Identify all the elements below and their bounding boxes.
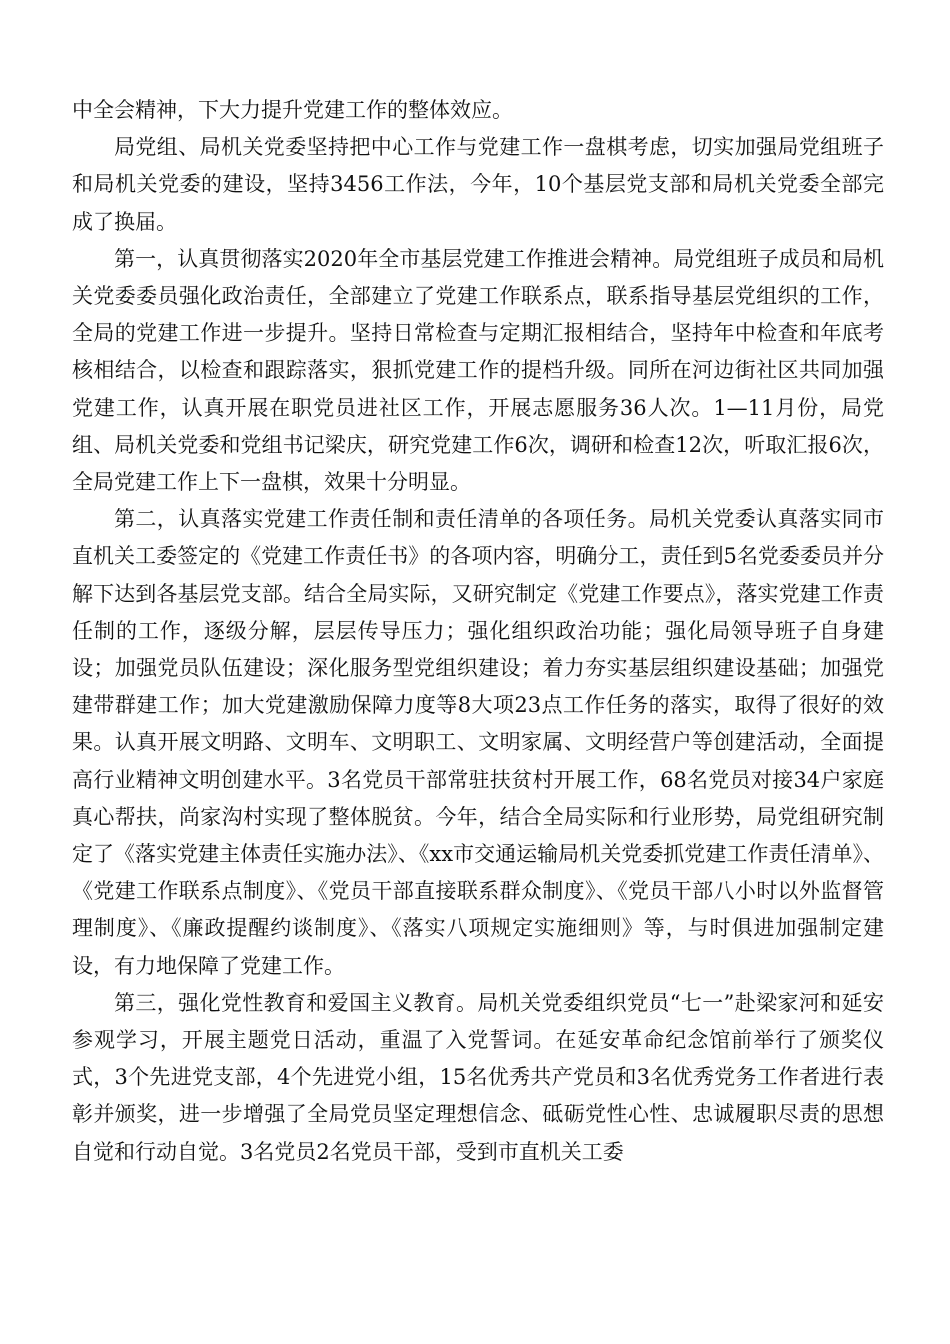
document-body [72, 92, 884, 1171]
paragraph-continuation: 中全会精神，下大力提升党建工作的整体效应。 [72, 98, 513, 122]
paragraph-party-group: 局党组、局机关党委坚持把中心工作与党建工作一盘棋考虑，切实加强局党组班子和局机关党委的建设，坚持3456工作法，今年，10个基层党支部和局机关党委全部完成了换届。 [72, 135, 884, 234]
paragraph-third: 第三，强化党性教育和爱国主义教育。局机关党委组织党员“七一”赴梁家河和延安参观学习，开展主题党日活动，重温了入党誓词。在延安革命纪念馆前举行了颁奖仪式，3个先进党支部，4个先进党小组，15名优秀共产党员和3名优秀党务工作者进行表彰并颁奖，进一步增强了全局党员坚定理想信念、砥砺党性心性、忠诚履职尽责的思想自觉和行动自觉。3名党员2名党员干部，受到市直机关工委 [72, 990, 884, 1164]
paragraph-second: 第二，认真落实党建工作责任制和责任清单的各项任务。局机关党委认真落实同市直机关工委签定的《党建工作责任书》的各项内容，明确分工，责任到5名党委委员并分解下达到各基层党支部。结合全局实际，又研究制定《党建工作要点》，落实党建工作责任制的工作，逐级分解，层层传导压力；强化组织政治功能；强化局领导班子自身建设；加强党员队伍建设；深化服务型党组织建设；着力夯实基层组织建设基础；加强党建带群建工作；加大党建激励保障力度等8大项23点工作任务的落实，取得了很好的效果。认真开展文明路、文明车、文明职工、文明家属、文明经营户等创建活动，全面提高行业精神文明创建水平。3名党员干部常驻扶贫村开展工作，68名党员对接34户家庭真心帮扶，尚家沟村实现了整体脱贫。今年，结合全局实际和行业形势，局党组研究制定了《落实党建主体责任实施办法》、《xx市交通运输局机关党委抓党建工作责任清单》、《党建工作联系点制度》、《党员干部直接联系群众制度》、《党员干部八小时以外监督管理制度》、《廉政提醒约谈制度》、《落实八项规定实施细则》等，与时俱进加强制定建设，有力地保障了党建工作。 [72, 507, 884, 978]
paragraph-first: 第一，认真贯彻落实2020年全市基层党建工作推进会精神。局党组班子成员和局机关党委委员强化政治责任，全部建立了党建工作联系点，联系指导基层党组织的工作，全局的党建工作进一步提升。坚持日常检查与定期汇报相结合，坚持年中检查和年底考核相结合，以检查和跟踪落实，狠抓党建工作的提档升级。同所在河边街社区共同加强党建工作，认真开展在职党员进社区工作，开展志愿服务36人次。1—11月份，局党组、局机关党委和党组书记梁庆，研究党建工作6次，调研和检查12次，听取汇报6次，全局党建工作上下一盘棋，效果十分明显。 [72, 246, 884, 495]
